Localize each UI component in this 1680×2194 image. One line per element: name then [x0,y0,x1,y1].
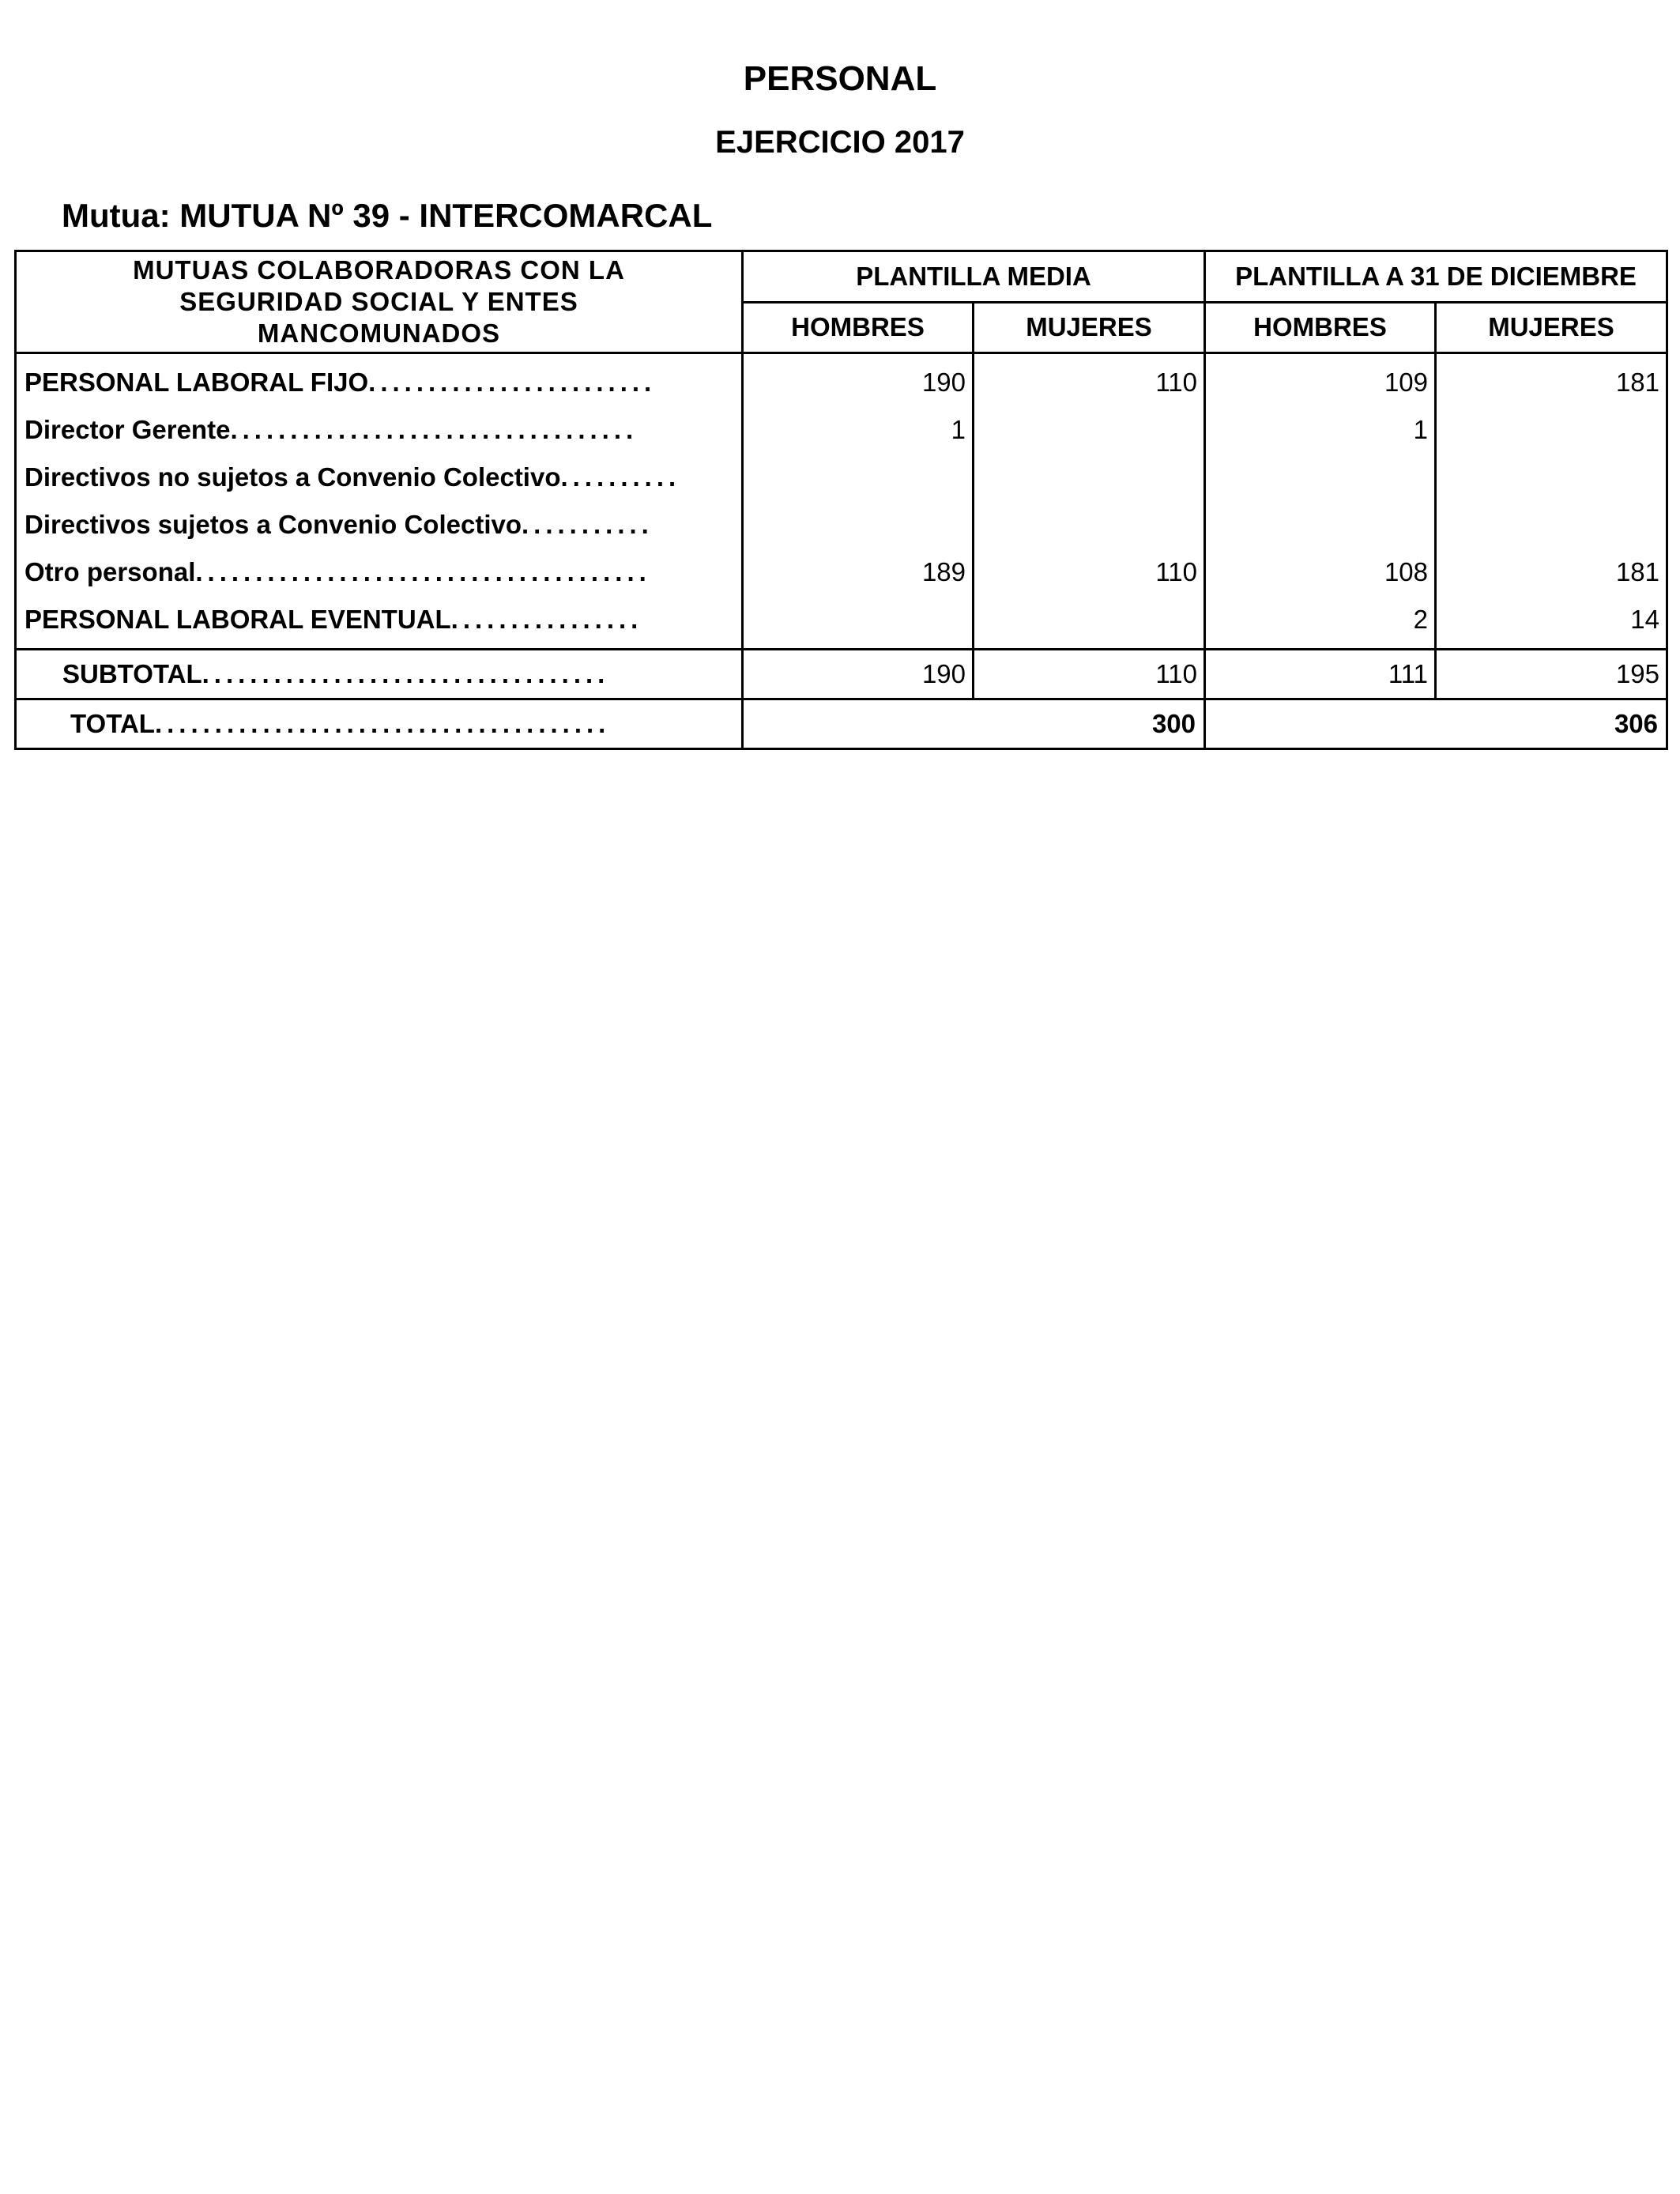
cell-diciembre-mujeres: 14 [1436,596,1667,650]
total-label [16,699,743,749]
cell-media-mujeres [974,406,1205,454]
header-row-groups [16,251,1667,303]
row-leader-dots: .................................. [202,659,610,688]
personal-table [14,250,1668,750]
group-header-plantilla-media: PLANTILLA MEDIA [743,251,1205,303]
row-leader-dots: ...................................... [195,557,651,586]
row-leader-dots: .......... [560,462,681,492]
table-row [16,406,1667,454]
cell-diciembre-hombres: 1 [1205,406,1436,454]
row-label-text: Otro personal [24,557,196,586]
page-subtitle: EJERCICIO 2017 [715,125,965,160]
sub-header-media-hombres: HOMBRES [743,302,974,353]
cell-media-hombres [743,454,974,501]
cell-media-mujeres: 110 [974,548,1205,596]
cell-media-hombres [743,596,974,650]
page-title: PERSONAL [743,59,937,98]
cell-media-hombres [743,501,974,548]
total-label-text: TOTAL [70,709,155,738]
row-label [16,596,743,650]
row-label [16,353,743,407]
subtotal-media-mujeres: 110 [974,650,1205,699]
row-leader-dots: .................................. [230,415,638,444]
subtotal-label [16,650,743,699]
cell-media-hombres: 190 [743,353,974,407]
row-label-text: Directivos sujetos a Convenio Colectivo [24,510,522,539]
cell-diciembre-mujeres: 181 [1436,548,1667,596]
row-label [16,454,743,501]
total-row [16,699,1667,749]
cell-diciembre-hombres: 108 [1205,548,1436,596]
row-label [16,406,743,454]
subtotal-media-hombres: 190 [743,650,974,699]
subtotal-label-text: SUBTOTAL [62,659,202,688]
sub-header-media-mujeres: MUJERES [974,302,1205,353]
label-column-header-text: MUTUAS COLABORADORAS CON LA SEGURIDAD SOCIAL Y ENTES MANCOMUNADOS [133,254,625,349]
cell-diciembre-hombres [1205,454,1436,501]
total-plantilla-diciembre: 306 [1205,699,1667,749]
subtotal-row [16,650,1667,699]
cell-diciembre-mujeres [1436,454,1667,501]
cell-media-mujeres [974,454,1205,501]
subtotal-diciembre-hombres: 111 [1205,650,1436,699]
group-header-plantilla-diciembre: PLANTILLA A 31 DE DICIEMBRE [1205,251,1667,303]
cell-media-mujeres [974,501,1205,548]
row-label-text: PERSONAL LABORAL EVENTUAL [24,605,451,634]
table-row [16,353,1667,407]
row-label [16,501,743,548]
row-leader-dots: ...................................... [154,709,611,738]
subtotal-diciembre-mujeres: 195 [1436,650,1667,699]
table-row [16,548,1667,596]
total-plantilla-media: 300 [743,699,1205,749]
table-row [16,501,1667,548]
row-label [16,548,743,596]
mutua-label: Mutua: MUTUA Nº 39 - INTERCOMARCAL [62,197,713,234]
cell-media-hombres: 189 [743,548,974,596]
row-leader-dots: ................ [450,605,643,634]
cell-diciembre-mujeres: 181 [1436,353,1667,407]
table-row [16,454,1667,501]
cell-diciembre-hombres: 109 [1205,353,1436,407]
sub-header-diciembre-mujeres: MUJERES [1436,302,1667,353]
cell-media-hombres: 1 [743,406,974,454]
row-label-text: PERSONAL LABORAL FIJO [24,368,369,397]
sub-header-diciembre-hombres: HOMBRES [1205,302,1436,353]
row-label-text: Directivos no sujetos a Convenio Colectivo [24,462,561,492]
table-row [16,596,1667,650]
cell-diciembre-hombres: 2 [1205,596,1436,650]
label-column-header [16,251,743,353]
row-leader-dots: ........................ [368,368,657,397]
cell-diciembre-mujeres [1436,501,1667,548]
cell-media-mujeres: 110 [974,353,1205,407]
cell-diciembre-hombres [1205,501,1436,548]
row-leader-dots: ........... [522,510,654,539]
row-label-text: Director Gerente [24,415,231,444]
cell-media-mujeres [974,596,1205,650]
cell-diciembre-mujeres [1436,406,1667,454]
